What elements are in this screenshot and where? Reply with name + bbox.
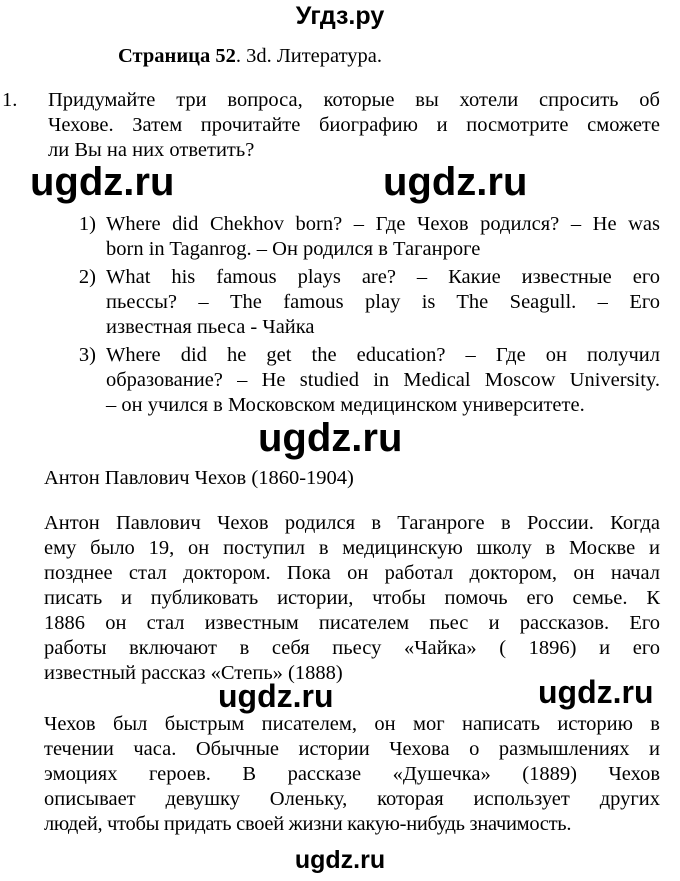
paragraph-line: эмоциях героев. В рассказе «Душечка» (1889) Чехов [44, 763, 660, 785]
bio-title: Антон Павлович Чехов (1860-1904) [44, 467, 354, 489]
answer-number: 3) [78, 344, 96, 366]
answer-line: Where did he get the education? – Где он получил [106, 344, 660, 366]
watermark: ugdz.ru [258, 416, 403, 460]
answer-line: What his famous plays are? – Какие известные его [106, 266, 660, 288]
page-number: Страница 52 [118, 45, 236, 67]
paragraph-line: людей, чтобы придать своей жизни какую-нибудь значимость. [44, 813, 572, 835]
paragraph-line: позднее стал доктором. Пока он работал доктором, он начал [44, 562, 660, 584]
answer-line: пьессы? – The famous play is The Seagull. – Его [106, 291, 660, 313]
watermark: ugdz.ru [538, 674, 654, 710]
watermark: ugdz.ru [294, 846, 386, 874]
answer-line: Where did Chekhov born? – Где Чехов родился? – He was [106, 213, 660, 235]
paragraph-line: Антон Павлович Чехов родился в Таганроге в России. Когда [44, 512, 660, 534]
answer-list [78, 212, 660, 418]
paragraph-line: Чехов был быстрым писателем, он мог написать историю в [44, 713, 660, 735]
site-title: Угдз.ру [295, 2, 385, 30]
watermark: ugdz.ru [383, 160, 528, 204]
task-block [2, 88, 660, 163]
bio-paragraph-1 [44, 511, 660, 686]
answer-line: born in Taganrog. – Он родился в Таганроге [106, 238, 481, 260]
paragraph-line: течении часа. Обычные истории Чехова о размышлениях и [44, 738, 660, 760]
task-line: Придумайте три вопроса, которые вы хотели спросить об [48, 89, 660, 111]
answer-number: 2) [78, 266, 96, 288]
paragraph-line: ему было 19, он поступил в медицинскую школу в Москве и [44, 537, 660, 559]
watermark: ugdz.ru [218, 678, 334, 714]
task-number: 1. [2, 89, 18, 111]
paragraph-line: 1886 он стал известным писателем пьес и рассказов. Его [44, 612, 660, 634]
bio-paragraph-2 [44, 712, 660, 837]
answer-line: образование? – He studied in Medical Moscow University. [106, 369, 660, 391]
answer-item [78, 212, 660, 262]
page-section: . 3d. Литература. [235, 45, 382, 67]
task-line: ли Вы на них ответить? [48, 139, 255, 161]
answer-item [78, 265, 660, 340]
paragraph-line: писать и публиковать истории, чтобы помочь его семье. К [44, 587, 660, 609]
answer-line: известная пьеса - Чайка [106, 316, 315, 338]
answer-item [78, 343, 660, 418]
page-heading [118, 44, 382, 69]
watermark: ugdz.ru [30, 160, 175, 204]
task-line: Чехове. Затем прочитайте биографию и посмотрите сможете [48, 114, 660, 136]
answer-line: – он учился в Московском медицинском университете. [106, 394, 585, 416]
paragraph-line: работы включают в себя пьесу «Чайка» ( 1896) и его [44, 637, 660, 659]
answer-number: 1) [78, 213, 96, 235]
paragraph-line: известный рассказ «Степь» (1888) [44, 662, 343, 684]
paragraph-line: описывает девушку Оленьку, которая использует других [44, 788, 660, 810]
